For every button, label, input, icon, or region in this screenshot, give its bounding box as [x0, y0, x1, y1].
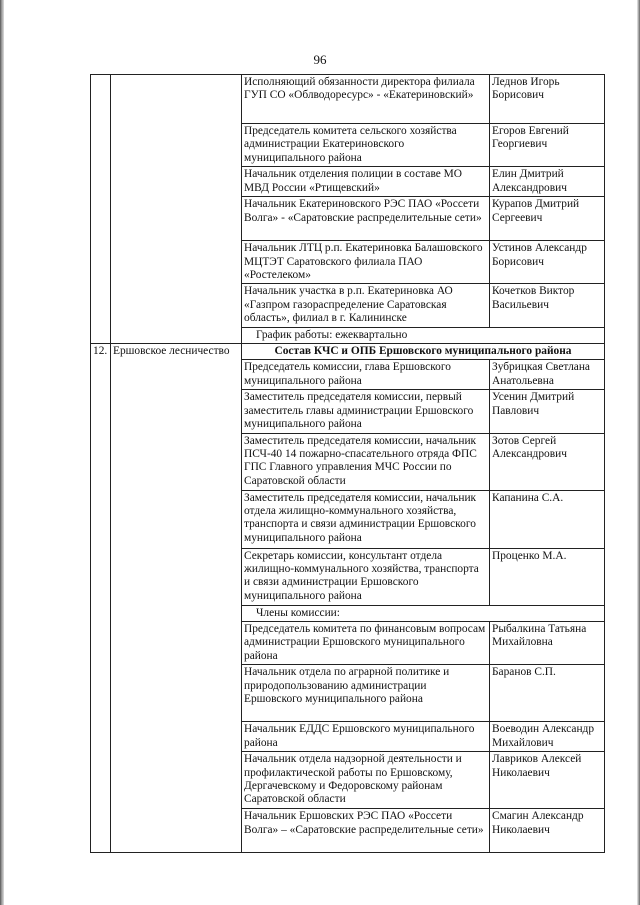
table-row — [91, 344, 605, 360]
position-cell: Исполняющий обязанности директора филиала ГУП СО «Облводоресурс» - «Екатериновский» — [242, 75, 490, 124]
position-cell: Начальник Екатериновского РЭС ПАО «Россети Волга» - «Саратовские распределительные сети» — [242, 197, 490, 241]
position-cell: Председатель комитета сельского хозяйства администрации Екатериновского муниципального района — [242, 124, 490, 167]
section-title: Состав КЧС и ОПБ Ершовского муниципального района — [242, 344, 605, 360]
position-cell: Начальник участка в р.п. Екатериновка АО «Газпром газораспределение Саратовская область», филиал в г. Калининске — [242, 284, 490, 327]
person-cell: Баранов С.П. — [490, 665, 605, 722]
schedule-cell: График работы: ежеквартально — [242, 327, 605, 343]
person-cell: Зотов Сергей Александрович — [490, 433, 605, 490]
person-cell: Рыбалкина Татьяна Михайловна — [490, 621, 605, 664]
person-cell: Елин Дмитрий Александрович — [490, 167, 605, 197]
person-cell: Смагин Александр Николаевич — [490, 809, 605, 853]
position-cell: Начальник отдела надзорной деятельности и профилактической работы по Ершовскому, Дергачевскому и Федоровскому районам Саратовской области — [242, 752, 490, 809]
person-cell: Курапов Дмитрий Сергеевич — [490, 197, 605, 241]
organization-cell — [111, 75, 242, 344]
position-cell: Начальник отдела по аграрной политике и природопользованию администрации Ершовского муниципального района — [242, 665, 490, 722]
scan-edge-left — [0, 0, 4, 905]
position-cell: Секретарь комиссии, консультант отдела жилищно-коммунального хозяйства, транспорта и связи администрации Ершовского муниципального района — [242, 548, 490, 605]
position-cell: Начальник ЛТЦ р.п. Екатериновка Балашовского МЦТЭТ Саратовского филиала ПАО «Ростелеком» — [242, 241, 490, 284]
row-number-cell — [91, 75, 111, 344]
person-cell: Устинов Александр Борисович — [490, 241, 605, 284]
person-cell: Леднов Игорь Борисович — [490, 75, 605, 124]
person-cell: Лавриков Алексей Николаевич — [490, 752, 605, 809]
position-cell: Заместитель председателя комиссии, начальник ПСЧ-40 14 пожарно-спасательного отряда ФПС ГПС Главного управления МЧС России по Саратовской области — [242, 433, 490, 490]
position-cell: Заместитель председателя комиссии, начальник отдела жилищно-коммунального хозяйства, транспорта и связи администрации Ершовского муниципального района — [242, 490, 490, 548]
position-cell: Начальник Ершовских РЭС ПАО «Россети Волга» – «Саратовские распределительные сети» — [242, 809, 490, 853]
person-cell: Усенин Дмитрий Павлович — [490, 390, 605, 433]
commission-table — [90, 74, 605, 853]
person-cell: Егоров Евгений Георгиевич — [490, 124, 605, 167]
position-cell: Председатель комиссии, глава Ершовского муниципального района — [242, 360, 490, 390]
position-cell: Председатель комитета по финансовым вопросам администрации Ершовского муниципального района — [242, 621, 490, 664]
row-number-cell: 12. — [91, 344, 111, 853]
organization-cell: Ершовское лесничество — [111, 344, 242, 853]
members-label: Члены комиссии: — [242, 605, 605, 621]
position-cell: Заместитель председателя комиссии, первый заместитель главы администрации Ершовского муниципального района — [242, 390, 490, 433]
position-cell: Начальник ЕДДС Ершовского муниципального района — [242, 722, 490, 752]
person-cell: Зубрицкая Светлана Анатольевна — [490, 360, 605, 390]
page-number: 96 — [313, 52, 327, 67]
person-cell: Кочетков Виктор Васильевич — [490, 284, 605, 327]
person-cell: Проценко М.А. — [490, 548, 605, 605]
person-cell: Воеводин Александр Михайлович — [490, 722, 605, 752]
position-cell: Начальник отделения полиции в составе МО МВД России «Ртищевский» — [242, 167, 490, 197]
person-cell: Капанина С.А. — [490, 490, 605, 548]
table-row — [91, 75, 605, 124]
